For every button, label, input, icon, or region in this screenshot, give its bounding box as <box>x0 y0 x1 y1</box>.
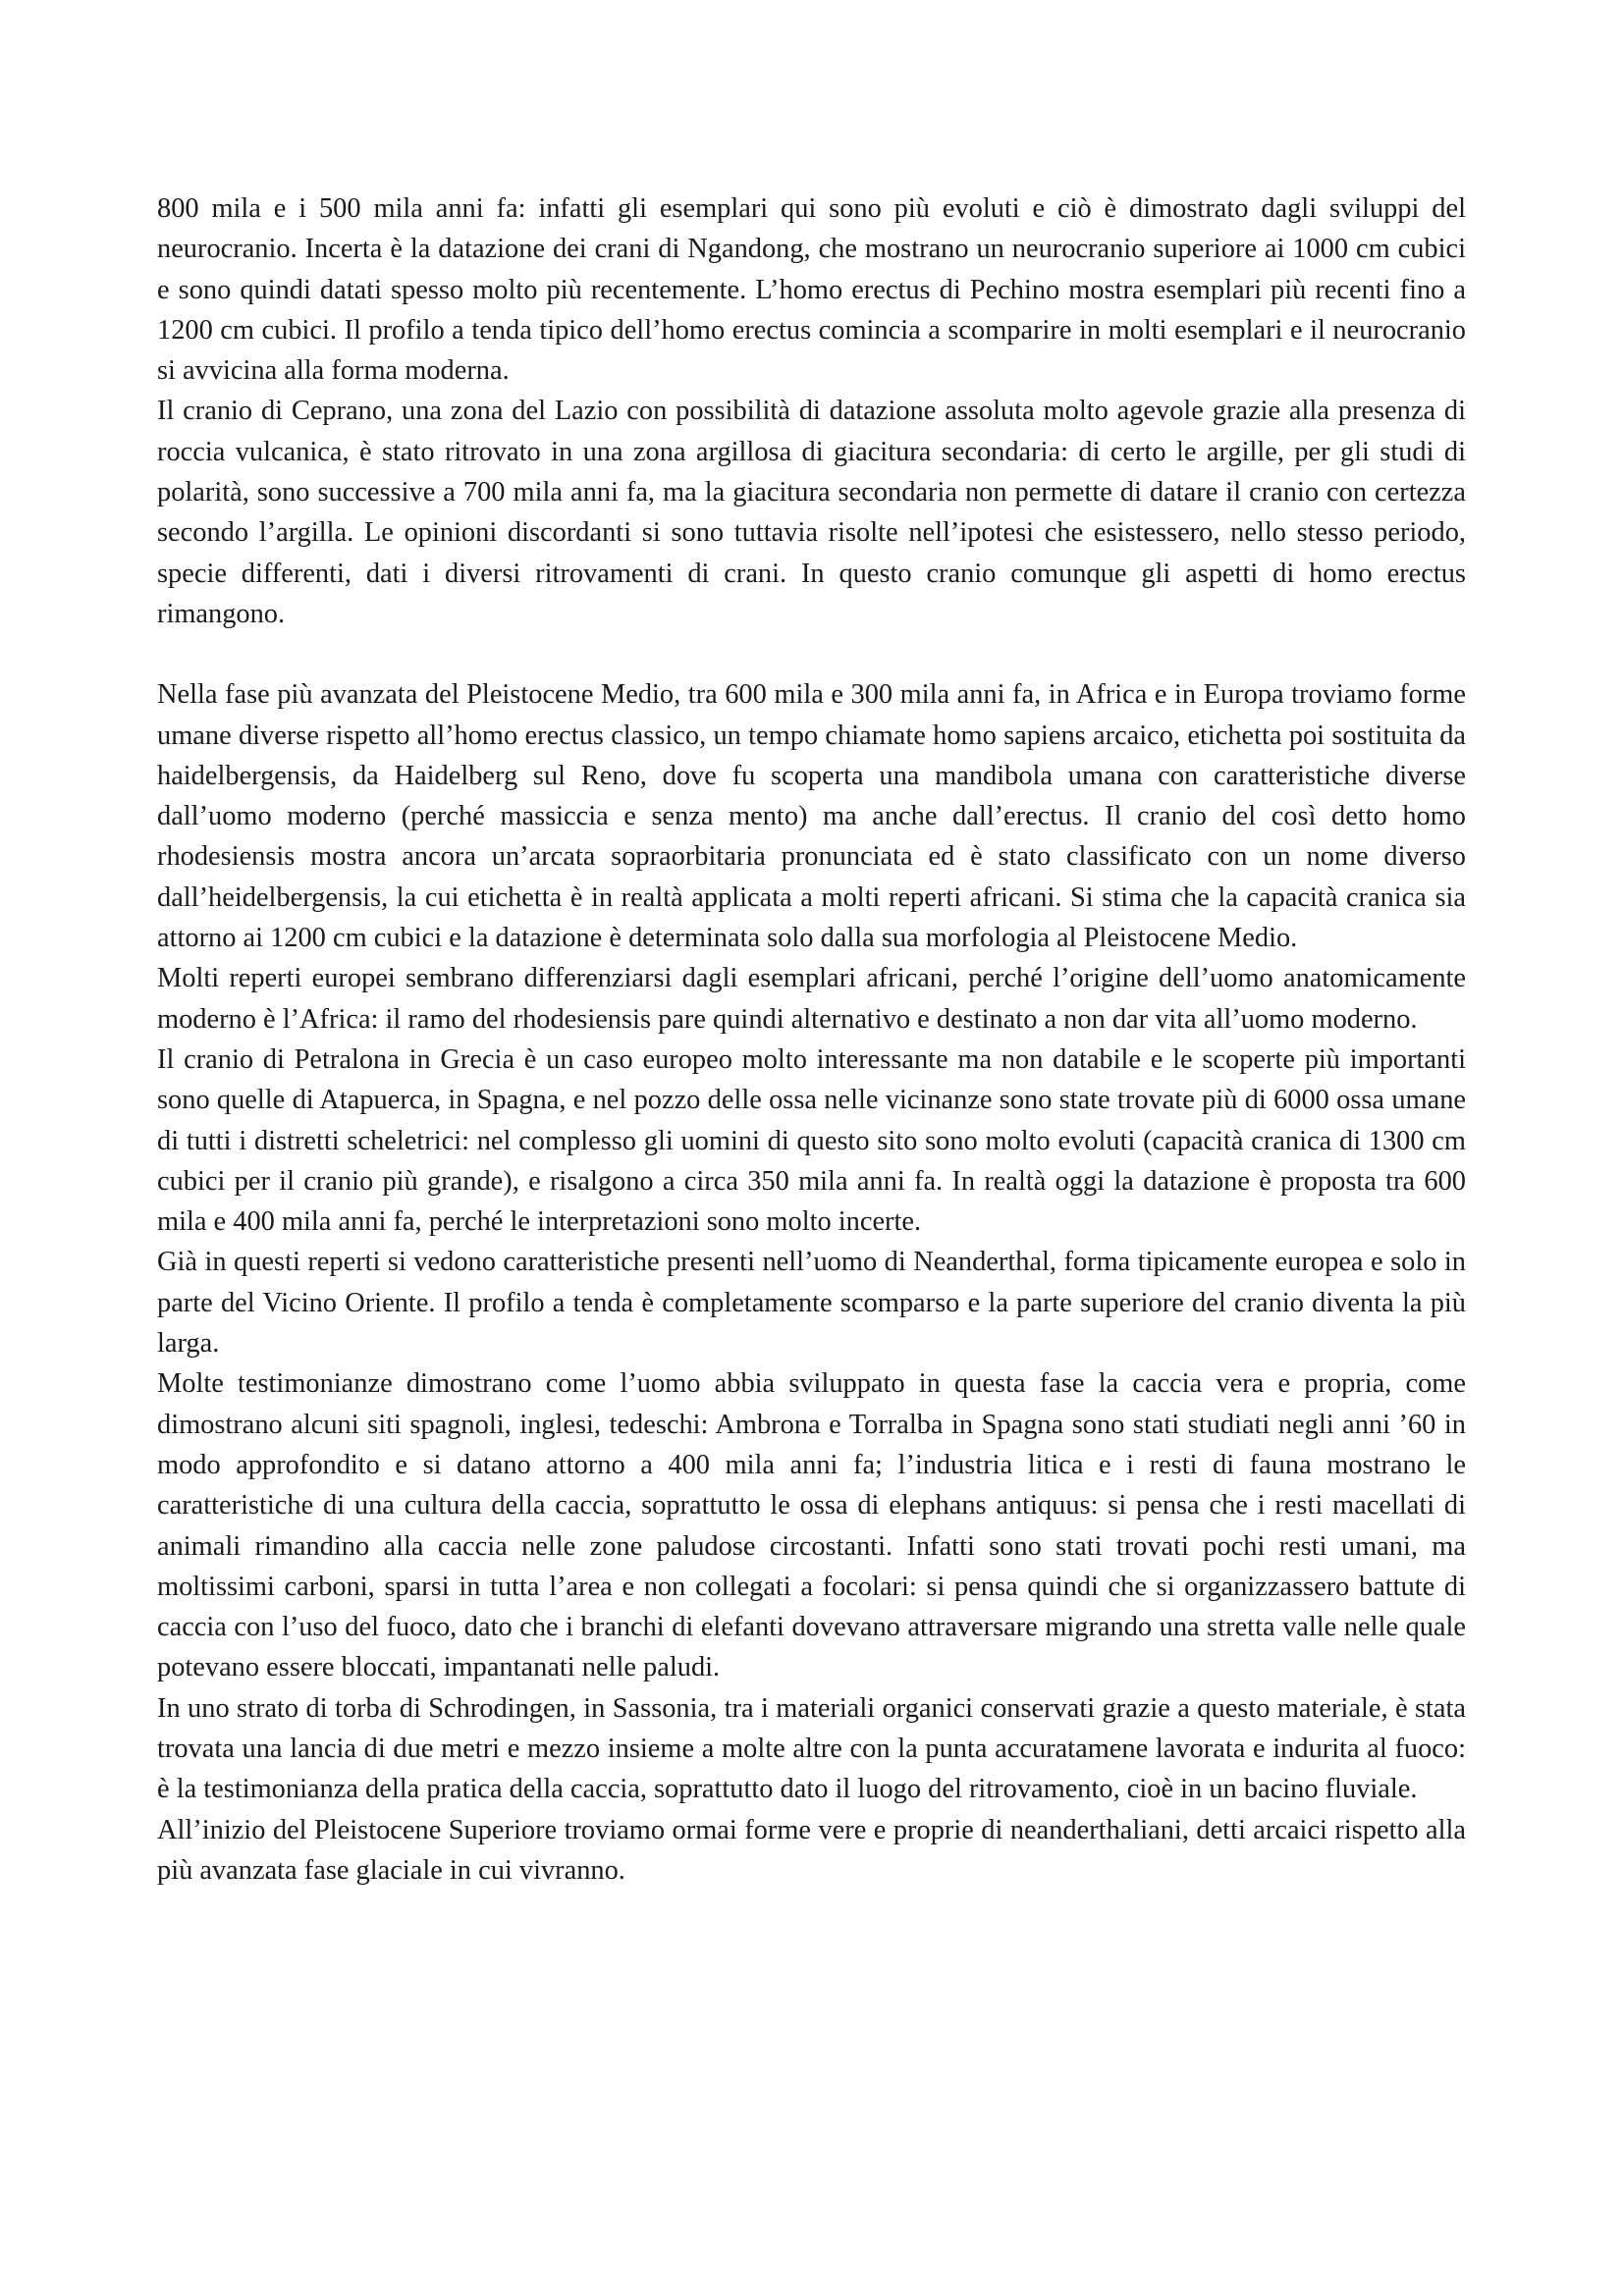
paragraph-pleistocene-superiore: All’inizio del Pleistocene Superiore troviamo ormai forme vere e proprie di neanderthaliani, detti arcaici rispetto alla più avanzata fase glaciale in cui vivranno. <box>157 1814 1466 1886</box>
paragraph-ceprano: Il cranio di Ceprano, una zona del Lazio con possibilità di datazione assoluta molto agevole grazie alla presenza di roccia vulcanica, è stato ritrovato in una zona argillosa di giacitura secondaria: di certo le argille, per gli studi di polarità, sono successive a 700 mila anni fa, ma la giacitura secondaria non permette di datare il cranio con certezza secondo l’argilla. Le opinioni discordanti si sono tuttavia risolte nell’ipotesi che esistessero, nello stesso periodo, specie differenti, dati i diversi ritrovamenti di crani. In questo cranio comunque gli aspetti di homo erectus rimangono. <box>157 396 1466 629</box>
paragraph-neanderthal-traits: Già in questi reperti si vedono caratteristiche presenti nell’uomo di Neanderthal, forma tipicamente europea e solo in parte del Vicino Oriente. Il profilo a tenda è completamente scomparso e la parte superiore del cranio diventa la più larga. <box>157 1247 1466 1360</box>
document-body <box>157 188 1466 1891</box>
paragraph-erectus-asia: 800 mila e i 500 mila anni fa: infatti gli esemplari qui sono più evoluti e ciò è dimostrato dagli sviluppi del neurocranio. Incerta è la datazione dei crani di Ngandong, che mostrano un neurocranio superiore ai 1000 cm cubici e sono quindi datati spesso molto più recentemente. L’homo erectus di Pechino mostra esemplari più recenti fino a 1200 cm cubici. Il profilo a tenda tipico dell’homo erectus comincia a scomparire in molti esemplari e il neurocranio si avvicina alla forma moderna. <box>157 193 1466 387</box>
paragraph-reperti-europei: Molti reperti europei sembrano differenziarsi dagli esemplari africani, perché l’origine dell’uomo anatomicamente moderno è l’Africa: il ramo del rhodesiensis pare quindi alternativo e destinato a non dar vita all’uomo moderno. <box>157 963 1466 1035</box>
paragraph-petralona-atapuerca: Il cranio di Petralona in Grecia è un caso europeo molto interessante ma non databile e le scoperte più importanti sono quelle di Atapuerca, in Spagna, e nel pozzo delle ossa nelle vicinanze sono state trovate più di 6000 ossa umane di tutti i distretti scheletrici: nel complesso gli uomini di questo sito sono molto evoluti (capacità cranica di 1300 cm cubici per il cranio più grande), e risalgono a circa 350 mila anni fa. In realtà oggi la datazione è proposta tra 600 mila e 400 mila anni fa, perché le interpretazioni sono molto incerte. <box>157 1043 1466 1238</box>
paragraph-caccia: Molte testimonianze dimostrano come l’uomo abbia sviluppato in questa fase la caccia vera e propria, come dimostrano alcuni siti spagnoli, inglesi, tedeschi: Ambrona e Torralba in Spagna sono stati studiati negli anni ’60 in modo approfondito e si datano attorno a 400 mila anni fa; l’industria litica e i resti di fauna mostrano le caratteristiche di una cultura della caccia, soprattutto le ossa di elephans antiquus: si pensa che i resti macellati di animali rimandino alla caccia nelle zone paludose circostanti. Infatti sono stati trovati pochi resti umani, ma moltissimi carboni, sparsi in tutta l’area e non collegati a focolari: si pensa quindi che si organizzassero battute di caccia con l’uso del fuoco, dato che i branchi di elefanti dovevano attraversare migrando una stretta valle nelle quale potevano essere bloccati, impantanati nelle paludi. <box>157 1368 1466 1683</box>
paragraph-schrodingen: In uno strato di torba di Schrodingen, in Sassonia, tra i materiali organici conservati grazie a questo materiale, è stata trovata una lancia di due metri e mezzo insieme a molte altre con la punta accuratamene lavorata e indurita al fuoco: è la testimonianza della pratica della caccia, soprattutto dato il luogo del ritrovamento, cioè in un bacino fluviale. <box>157 1692 1466 1805</box>
paragraph-pleistocene-medio: Nella fase più avanzata del Pleistocene Medio, tra 600 mila e 300 mila anni fa, in Africa e in Europa troviamo forme umane diverse rispetto all’homo erectus classico, un tempo chiamate homo sapiens arcaico, etichetta poi sostituita da haidelbergensis, da Haidelberg sul Reno, dove fu scoperta una mandibola umana con caratteristiche diverse dall’uomo moderno (perché massiccia e senza mento) ma anche dall’erectus. Il cranio del così detto homo rhodesiensis mostra ancora un’arcata sopraorbitaria pronunciata ed è stato classificato con un nome diverso dall’heidelbergensis, la cui etichetta è in realtà applicata a molti reperti africani. Si stima che la capacità cranica sia attorno ai 1200 cm cubici e la datazione è determinata solo dalla sua morfologia al Pleistocene Medio. <box>157 679 1466 954</box>
